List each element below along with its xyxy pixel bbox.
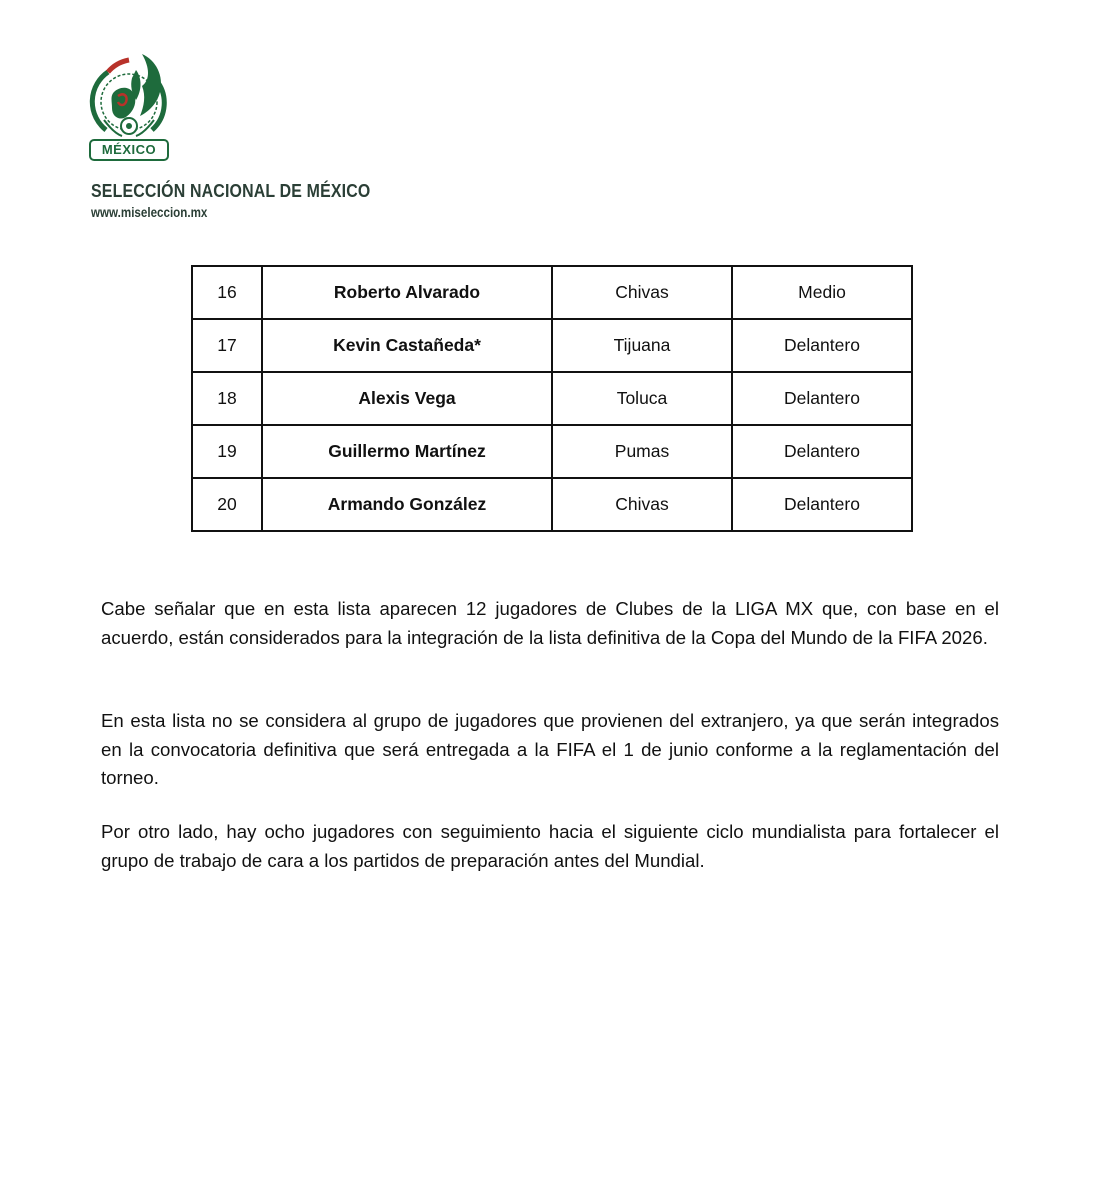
organization-name: SELECCIÓN NACIONAL DE MÉXICO	[91, 180, 371, 201]
organization-website: www.miseleccion.mx	[91, 205, 208, 220]
player-number: 18	[192, 372, 262, 425]
player-club: Chivas	[552, 478, 732, 531]
table-row	[192, 478, 912, 531]
player-name: Alexis Vega	[262, 372, 552, 425]
player-position: Delantero	[732, 372, 912, 425]
player-number: 16	[192, 266, 262, 319]
player-number: 17	[192, 319, 262, 372]
player-club: Chivas	[552, 266, 732, 319]
table-row	[192, 372, 912, 425]
player-name: Roberto Alvarado	[262, 266, 552, 319]
roster-table	[191, 265, 913, 532]
logo-label: MÉXICO	[101, 142, 157, 157]
table-row	[192, 425, 912, 478]
paragraph-foreign-players: En esta lista no se considera al grupo de jugadores que provienen del extranjero, ya que serán integrados en la convocatoria definitiva que será entregada a la FIFA el 1 de junio conforme a la reglamentación del torneo.	[101, 710, 999, 788]
player-position: Delantero	[732, 319, 912, 372]
player-number: 20	[192, 478, 262, 531]
player-club: Toluca	[552, 372, 732, 425]
player-name: Kevin Castañeda*	[262, 319, 552, 372]
player-position: Delantero	[732, 425, 912, 478]
player-name: Armando González	[262, 478, 552, 531]
paragraph-liga-mx-players: Cabe señalar que en esta lista aparecen 12 jugadores de Clubes de la LIGA MX que, con base en el acuerdo, están considerados para la integración de la lista definitiva de la Copa del Mundo de la FIFA 2026.	[101, 598, 999, 648]
table-row	[192, 266, 912, 319]
table-row	[192, 319, 912, 372]
player-number: 19	[192, 425, 262, 478]
player-name: Guillermo Martínez	[262, 425, 552, 478]
paragraph-next-cycle: Por otro lado, hay ocho jugadores con seguimiento hacia el siguiente ciclo mundialista para fortalecer el grupo de trabajo de cara a los partidos de preparación antes del Mundial.	[101, 821, 999, 871]
player-position: Delantero	[732, 478, 912, 531]
player-club: Pumas	[552, 425, 732, 478]
federation-logo	[84, 50, 174, 162]
player-position: Medio	[732, 266, 912, 319]
player-club: Tijuana	[552, 319, 732, 372]
